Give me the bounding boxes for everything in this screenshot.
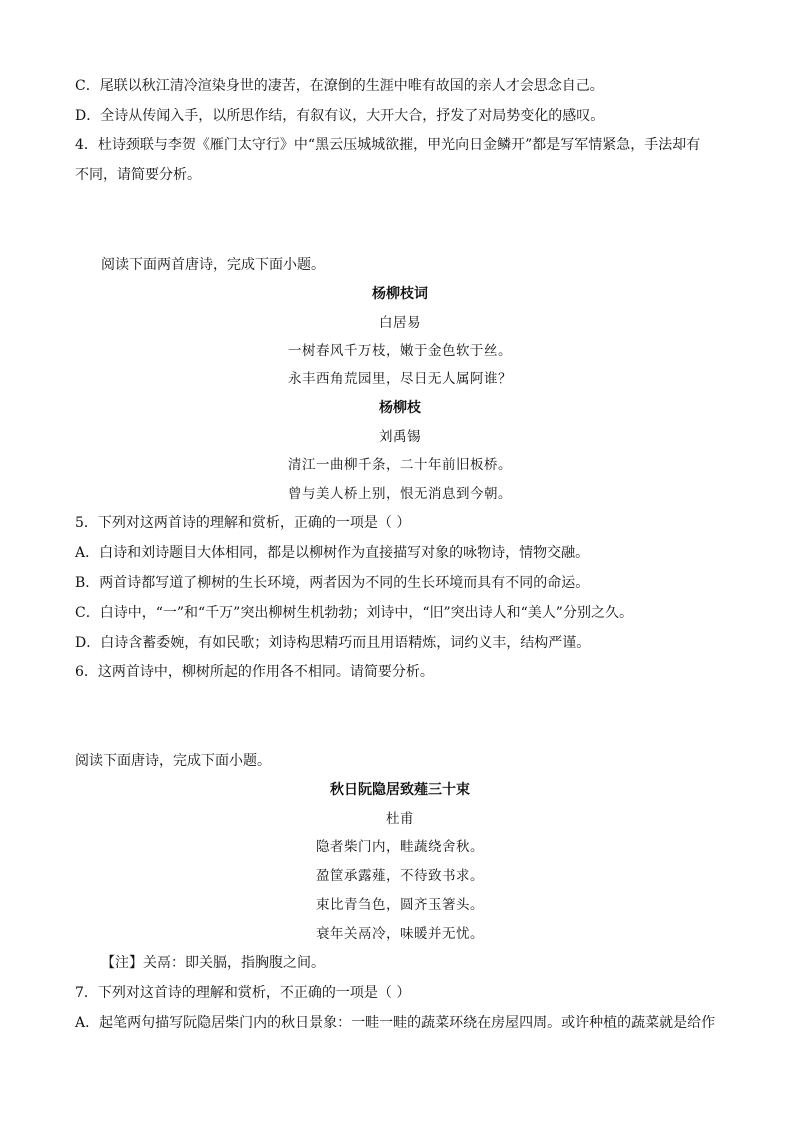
poem-line: 曾与美人桥上别，恨无消息到今朝。 [288, 486, 512, 502]
annotation-note: 【注】关鬲：即关膈，指胸腹之间。 [101, 955, 325, 971]
question-4-continued: 不同，请简要分析。 [75, 167, 201, 183]
poem-title: 秋日阮隐居致薤三十束 [330, 782, 470, 798]
option-d: D．全诗从传闻入手，以所思作结，有叙有议，大开大合，抒发了对局势变化的感叹。 [75, 108, 605, 124]
question-6: 6．这两首诗中，柳树所起的作用各不相同。请简要分析。 [75, 664, 434, 680]
poem-line: 清江一曲柳千条，二十年前旧板桥。 [288, 457, 512, 473]
question-5: 5．下列对这两首诗的理解和赏析，正确的一项是（ ） [75, 515, 411, 531]
poem-line: 衰年关鬲冷，味暖并无忧。 [316, 926, 484, 942]
option-a: A．起笔两句描写阮隐居柴门内的秋日景象：一畦一畦的蔬菜环绕在房屋四周。或许种植的蔬菜就是给作 [75, 1015, 716, 1031]
option-c: C．尾联以秋江清冷渲染身世的凄苦，在潦倒的生涯中唯有故国的亲人才会思念自己。 [75, 78, 604, 94]
question-7: 7．下列对这首诗的理解和赏析，不正确的一项是（ ） [75, 985, 411, 1001]
option-d: D．白诗含蓄委婉，有如民歌；刘诗构思精巧而且用语精炼，词约义丰，结构严谨。 [75, 635, 591, 651]
question-4: 4．杜诗颈联与李贺《雁门太守行》中“黑云压城城欲摧，甲光向日金鳞开”都是写军情紧急，手法却有 [75, 137, 701, 153]
poem-line: 束比青刍色，圆齐玉箸头。 [316, 897, 484, 913]
poem-line: 一树春风千万枝，嫩于金色软于丝。 [288, 343, 512, 359]
section-intro: 阅读下面两首唐诗，完成下面小题。 [101, 257, 325, 273]
poem-title: 杨柳枝 [379, 400, 421, 416]
poem-author: 杜甫 [386, 811, 414, 827]
option-b: B．两首诗都写道了柳树的生长环境，两者因为不同的生长环境而具有不同的命运。 [75, 575, 590, 591]
option-a: A．白诗和刘诗题目大体相同，都是以柳树作为直接描写对象的咏物诗，情物交融。 [75, 545, 590, 561]
option-c: C．白诗中，“一”和“千万”突出柳树生机勃勃；刘诗中，“旧”突出诗人和“美人”分别之久。 [75, 605, 633, 621]
poem-author: 刘禹锡 [379, 429, 421, 445]
poem-title: 杨柳枝词 [372, 286, 428, 302]
poem-line: 盈筐承露薤，不待致书求。 [316, 868, 484, 884]
poem-line: 永丰西角荒园里，尽日无人属阿谁？ [288, 371, 512, 387]
poem-line: 隐者柴门内，畦蔬绕舍秋。 [316, 839, 484, 855]
section-intro: 阅读下面唐诗，完成下面小题。 [75, 753, 271, 769]
poem-author: 白居易 [379, 315, 421, 331]
